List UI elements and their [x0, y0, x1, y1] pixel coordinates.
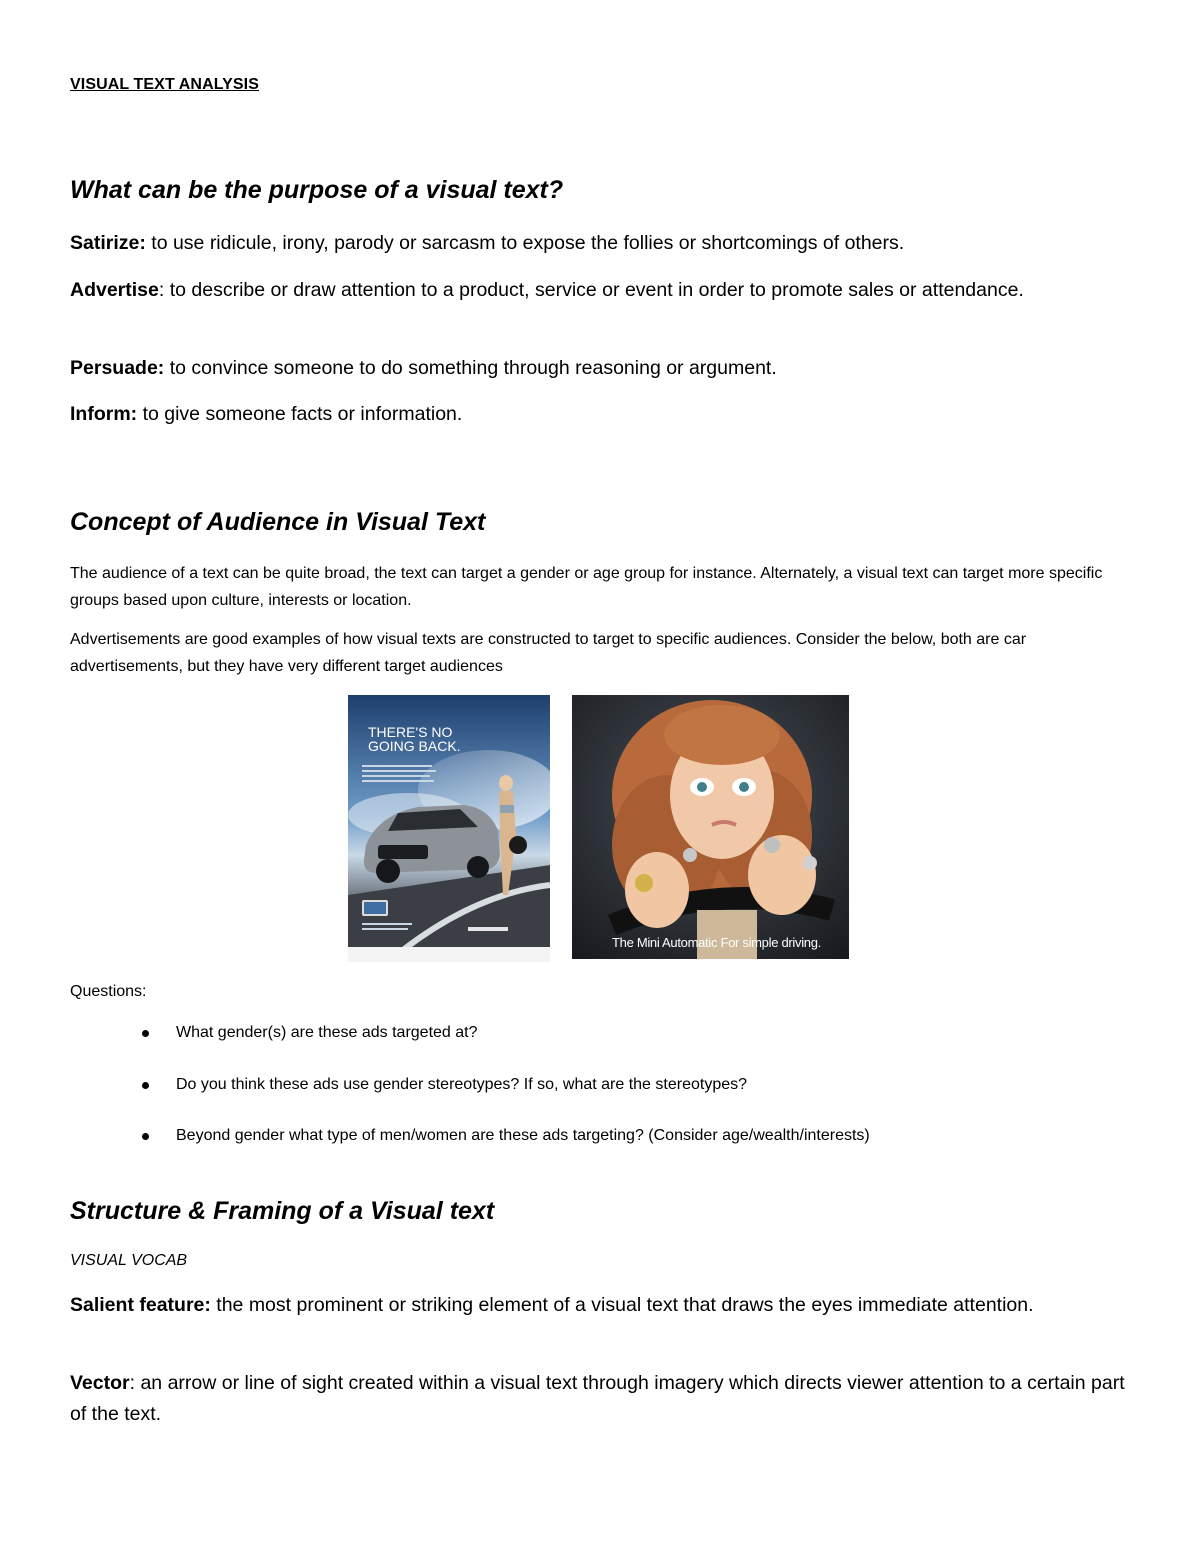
definition-persuade [70, 353, 1130, 384]
definition-vector [70, 1368, 1130, 1430]
mini-ad-illustration [572, 695, 849, 959]
structure-heading: Structure & Framing of a Visual text [70, 1197, 495, 1225]
definition-salient-feature-text: the most prominent or striking element of a visual text that draws the eyes immediate attention. [210, 1294, 1034, 1316]
term-persuade: Persuade: [70, 357, 165, 379]
lexus-ad-image [348, 695, 550, 962]
definition-advertise [70, 275, 1130, 306]
question-item-1 [176, 1024, 478, 1042]
definition-inform [70, 399, 1130, 430]
term-satirize: Satirize: [70, 232, 146, 254]
question-item-3 [176, 1127, 870, 1145]
lexus-ad-headline: THERE'S NO GOING BACK. [368, 724, 461, 754]
term-vector: Vector [70, 1372, 130, 1394]
question-text-2: Do you think these ads use gender stereotypes? If so, what are the stereotypes? [176, 1076, 748, 1093]
definition-vector-text: : an arrow or line of sight created within a visual text through imagery which directs viewer attention to a certain part of the text. [70, 1372, 1125, 1425]
term-inform: Inform: [70, 403, 138, 425]
questions-label: Questions: [70, 983, 147, 1000]
definition-persuade-text: to convince someone to do something through reasoning or argument. [164, 357, 777, 379]
audience-paragraph-1: The audience of a text can be quite broad, the text can target a gender or age group for instance. Alternately, a visual text can target more specific groups based upon culture, interests or location. [70, 565, 1103, 609]
question-text-1: What gender(s) are these ads targeted at? [176, 1024, 478, 1041]
bullet-icon [142, 1082, 149, 1089]
question-item-2 [176, 1076, 747, 1094]
mini-ad-image [572, 695, 849, 959]
definition-inform-text: to give someone facts or information. [137, 403, 463, 425]
definition-satirize-text: to use ridicule, irony, parody or sarcasm to expose the follies or shortcomings of others. [145, 232, 905, 254]
question-text-3: Beyond gender what type of men/women are these ads targeting? (Consider age/wealth/interests) [176, 1127, 870, 1144]
bullet-icon [142, 1133, 149, 1140]
purpose-heading: What can be the purpose of a visual text? [70, 176, 564, 204]
mini-ad-tagline: The Mini Automatic For simple driving. [612, 935, 821, 950]
document-title: VISUAL TEXT ANALYSIS [70, 76, 259, 93]
audience-paragraph-2: Advertisements are good examples of how visual texts are constructed to target to specific audiences. Consider the below, both are car advertisements, but they have very different target audiences [70, 631, 1027, 675]
visual-vocab-subheading: VISUAL VOCAB [70, 1252, 188, 1269]
definition-advertise-text: : to describe or draw attention to a product, service or event in order to promote sales or attendance. [158, 279, 1024, 301]
definition-salient-feature [70, 1290, 1130, 1321]
bullet-icon [142, 1030, 149, 1037]
audience-heading: Concept of Audience in Visual Text [70, 508, 486, 536]
definition-satirize [70, 228, 1130, 259]
term-advertise: Advertise [70, 279, 159, 301]
term-salient-feature: Salient feature: [70, 1294, 211, 1316]
